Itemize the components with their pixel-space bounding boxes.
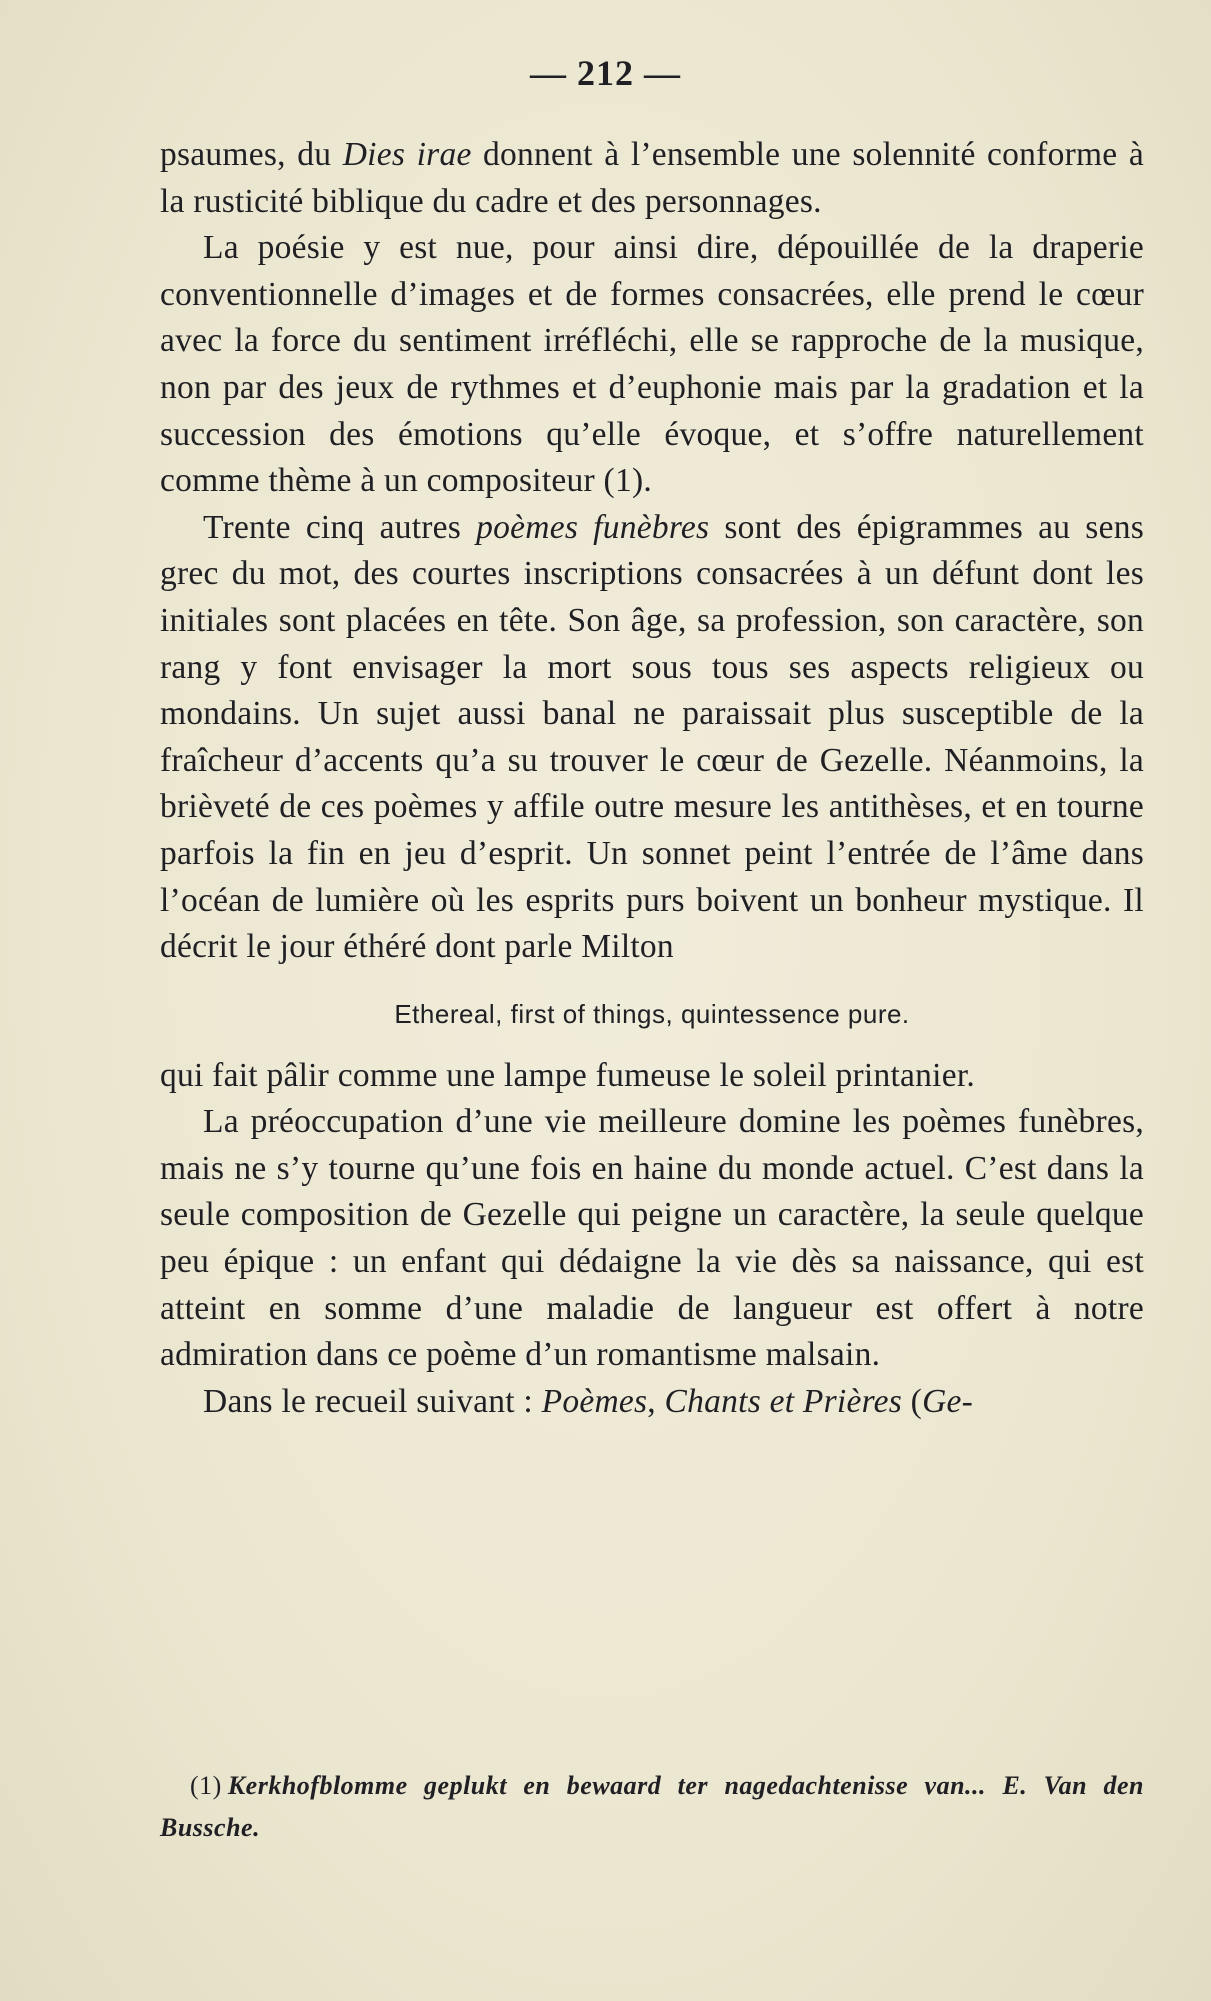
paragraph <box>160 132 1144 225</box>
body-text <box>160 132 1144 1425</box>
italic-text: Chants et Prières <box>664 1382 903 1420</box>
italic-text: Ge- <box>922 1382 974 1420</box>
text-run: Trente cinq autres <box>203 508 477 546</box>
paragraphs-after-quote <box>160 1053 1144 1426</box>
footnote <box>160 1765 1144 1849</box>
footnote-text: Kerkhofblomme geplukt en bewaard ter nagedachtenisse van... E. Van den Bussche. <box>160 1771 1144 1842</box>
page-number: — 212 — <box>530 53 681 93</box>
paragraph <box>160 1099 1144 1379</box>
paragraph <box>160 225 1144 505</box>
footnote-mark: (1) <box>190 1771 222 1800</box>
text-run: psaumes, du <box>160 136 343 173</box>
quotation: Ethereal, first of things, quintessence pure. <box>394 998 910 1029</box>
text-run: , <box>647 1382 665 1420</box>
italic-text: Poèmes <box>541 1382 648 1420</box>
text-run: Dans le recueil suivant : <box>203 1382 542 1420</box>
italic-text: poèmes funèbres <box>476 508 710 546</box>
text-run: La préoccupation d’une vie meilleure domine les poèmes funèbres, mais ne s’y tourne qu’une fois en haine du monde actuel. C’est dans la seule composition de Gezelle qui peigne un caractère, la seule quelque peu épique : un enfant qui dédaigne la vie dès sa naissance, qui est atteint en somme d’une maladie de langueur est offert à notre admiration dans ce poème d’un romantisme malsain. <box>160 1103 1144 1374</box>
italic-text: Dies irae <box>342 136 472 173</box>
text-run: La poésie y est nue, pour ainsi dire, dépouillée de la draperie conventionnelle d’images et de formes consacrées, elle prend le cœur avec la force du sentiment irréfléchi, elle se rapproche de la musique, non par des jeux de rythmes et d’euphonie mais par la gradation et la succession des émotions qu’elle évoque, et s’offre naturellement comme thème à un compositeur (1). <box>160 229 1144 500</box>
text-run: donnent à l’ensemble une solennité conforme à la rusticité biblique du cadre et des personnages. <box>160 136 1145 220</box>
paragraph <box>160 1053 1144 1100</box>
paragraphs-before-quote <box>160 132 1144 971</box>
paragraph <box>160 1379 1144 1426</box>
paragraph <box>160 505 1144 971</box>
text-run: qui fait pâlir comme une lampe fumeuse le soleil printanier. <box>160 1056 976 1094</box>
text-run: sont des épigrammes au sens grec du mot, des courtes inscriptions consacrées à un défunt dont les initiales sont placées en tête. Son âge, sa profession, son caractère, son rang y font envisager la mort sous tous ses aspects religieux ou mondains. Un sujet aussi banal ne paraissait plus susceptible de la fraîcheur d’accents qu’a su trouver le cœur de Gezelle. Néanmoins, la brièveté de ces poèmes y affile outre mesure les antithèses, et en tourne parfois la fin en jeu d’esprit. Un sonnet peint l’entrée de l’âme dans l’océan de lumière où les esprits purs boivent un bonheur mystique. Il décrit le jour éthéré dont parle Milton <box>160 508 1144 966</box>
text-run: ( <box>902 1382 923 1420</box>
